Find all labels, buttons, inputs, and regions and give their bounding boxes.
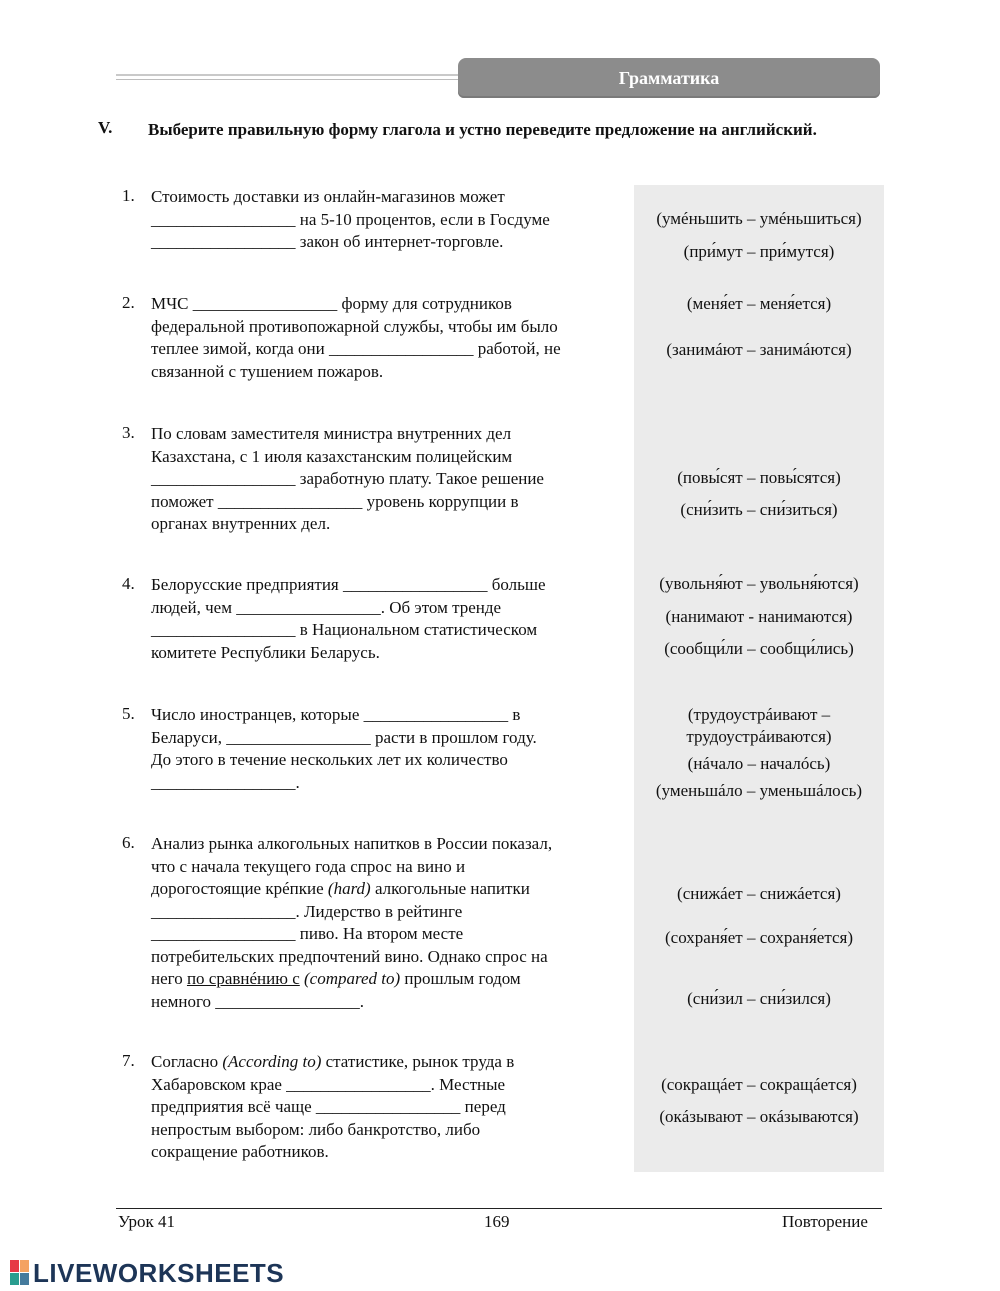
option-5c: (уменьшáло – уменьшáлось) (655, 781, 863, 800)
item-4-text (151, 574, 631, 664)
text-fragment: Согласно (151, 1052, 219, 1071)
text-line-with-blank: Число иностранцев, которые _________________ в (151, 705, 521, 724)
text-line: Стоимость доставки из онлайн-магазинов может (151, 187, 505, 206)
answer-options-column (634, 185, 884, 1172)
text-line-with-blank: Беларуси, _________________ расти в прошлом году. (151, 727, 537, 747)
text-line: федеральной противопожарной службы, чтобы им было (151, 316, 558, 336)
text-line: органах внутренних дел. (151, 514, 331, 533)
text-line: комитете Республики Беларусь. (151, 642, 380, 662)
text-line: что с начала текущего года спрос на вино и (151, 856, 466, 876)
liveworksheets-logo (10, 1258, 284, 1288)
item-5-text (151, 704, 631, 794)
footer-section: Повторение (782, 1212, 868, 1231)
option-3a: (повы́сят – повы́сятся) (677, 468, 841, 487)
footer-lesson: Урок 41 (118, 1212, 176, 1231)
text-line-with-blank: _________________ заработную плату. Такое решение (151, 469, 544, 488)
text-line-with-blank: теплее зимой, когда они _________________ работой, не (151, 339, 561, 358)
text-fragment: прошлым годом (400, 969, 521, 988)
text-line: связанной с тушением пожаров. (151, 361, 384, 381)
option-6c: (сни́зил – сни́зился) (687, 989, 831, 1008)
task-number: V. (98, 118, 113, 137)
english-gloss: (According to) (222, 1052, 322, 1071)
option-4c: (сообщи́ли – сообщи́лись) (664, 639, 854, 658)
option-2a: (меня́ет – меня́ется) (686, 294, 832, 313)
text-line: Казахстана, с 1 июля казахстанским полицейским (151, 446, 513, 466)
english-gloss: (hard) (327, 879, 371, 898)
text-fragment: статистике, рынок труда в (321, 1052, 515, 1071)
header-rule (116, 74, 461, 82)
section-tab-grammar (458, 58, 880, 98)
item-2-text (151, 293, 631, 383)
item-number: 6. (122, 833, 135, 852)
option-5b: (нáчало – началóсь) (687, 754, 831, 773)
text-line: Анализ рынка алкогольных напитков в России показал, (151, 834, 553, 853)
item-number: 1. (122, 186, 135, 205)
footer-rule (116, 1208, 882, 1209)
text-line: сокращение работников. (151, 1142, 329, 1161)
section-title: Грамматика (618, 67, 720, 88)
text-line (151, 1051, 631, 1074)
option-4b: (нанимают - нанимаются) (665, 607, 853, 626)
option-3b: (сни́зить – сни́зиться) (680, 500, 838, 519)
text-line: потребительских предпочтений вино. Однако спрос на (151, 946, 548, 966)
text-line-with-blank: немного _________________. (151, 991, 365, 1011)
text-fragment: дорогостоящие крéпкие (151, 879, 324, 898)
option-7a: (сокращáет – сокращáется) (661, 1075, 857, 1094)
text-line-with-blank: _________________. Лидерство в рейтинге (151, 901, 463, 921)
item-number: 7. (122, 1051, 135, 1070)
item-7-text (151, 1051, 631, 1164)
item-1-text (151, 186, 631, 254)
text-line-with-blank: _________________. (151, 772, 300, 792)
text-line: До этого в течение нескольких лет их количество (151, 750, 508, 769)
underlined-phrase: по сравнéнию с (186, 969, 300, 988)
logo-mark-icon (10, 1260, 30, 1286)
option-6b: (сохраня́ет – сохраня́ется) (664, 928, 853, 947)
text-line-with-blank: _________________ в Национальном статистическом (151, 620, 538, 639)
text-line (151, 968, 631, 991)
text-line-with-blank: _________________ закон об интернет-торговле. (151, 232, 504, 251)
item-number: 3. (122, 423, 135, 442)
item-number: 2. (122, 293, 135, 312)
text-line-with-blank: МЧС _________________ форму для сотрудников (151, 294, 512, 313)
footer-page-number: 169 (484, 1212, 510, 1231)
option-1b: (при́мут – при́мутся) (683, 242, 835, 261)
text-line-with-blank: Хабаровском крае _________________. Местные (151, 1074, 506, 1094)
text-line: непростым выбором: либо банкротство, либо (151, 1119, 481, 1139)
option-2b: (занимáют – занимáются) (666, 340, 852, 359)
item-3-text (151, 423, 631, 536)
task-instruction: Выберите правильную форму глагола и устно переведите предложение на английский. (148, 120, 817, 139)
item-number: 4. (122, 574, 135, 593)
text-fragment: алкогольные напитки (370, 879, 530, 898)
text-line: По словам заместителя министра внутренних дел (151, 424, 512, 443)
text-line-with-blank: предприятия всё чаще _________________ перед (151, 1097, 506, 1116)
item-6-text (151, 833, 631, 1013)
text-line (151, 878, 631, 901)
option-5a-cont: трудоустрáиваются) (686, 727, 832, 746)
option-6a: (снижáет – снижáется) (677, 884, 841, 903)
text-line-with-blank: _________________ на 5-10 процентов, если в Госдуме (151, 209, 550, 229)
text-line-with-blank: людей, чем _________________. Об этом тренде (151, 597, 502, 617)
item-number: 5. (122, 704, 135, 723)
english-gloss: (compared to) (304, 969, 401, 988)
text-line-with-blank: Белорусские предприятия _________________ больше (151, 575, 546, 594)
option-7b: (окáзывают – окáзываются) (659, 1107, 859, 1126)
text-line-with-blank: поможет _________________ уровень коррупции в (151, 491, 519, 511)
option-4a: (увольня́ют – увольня́ются) (659, 574, 859, 593)
text-line-with-blank: _________________ пиво. На втором месте (151, 924, 464, 943)
logo-text: LIVEWORKSHEETS (33, 1257, 285, 1288)
option-5a: (трудоустрáивают – (687, 705, 831, 724)
text-fragment: него (151, 969, 183, 988)
option-1a: (умéньшить – умéньшиться) (656, 209, 862, 228)
